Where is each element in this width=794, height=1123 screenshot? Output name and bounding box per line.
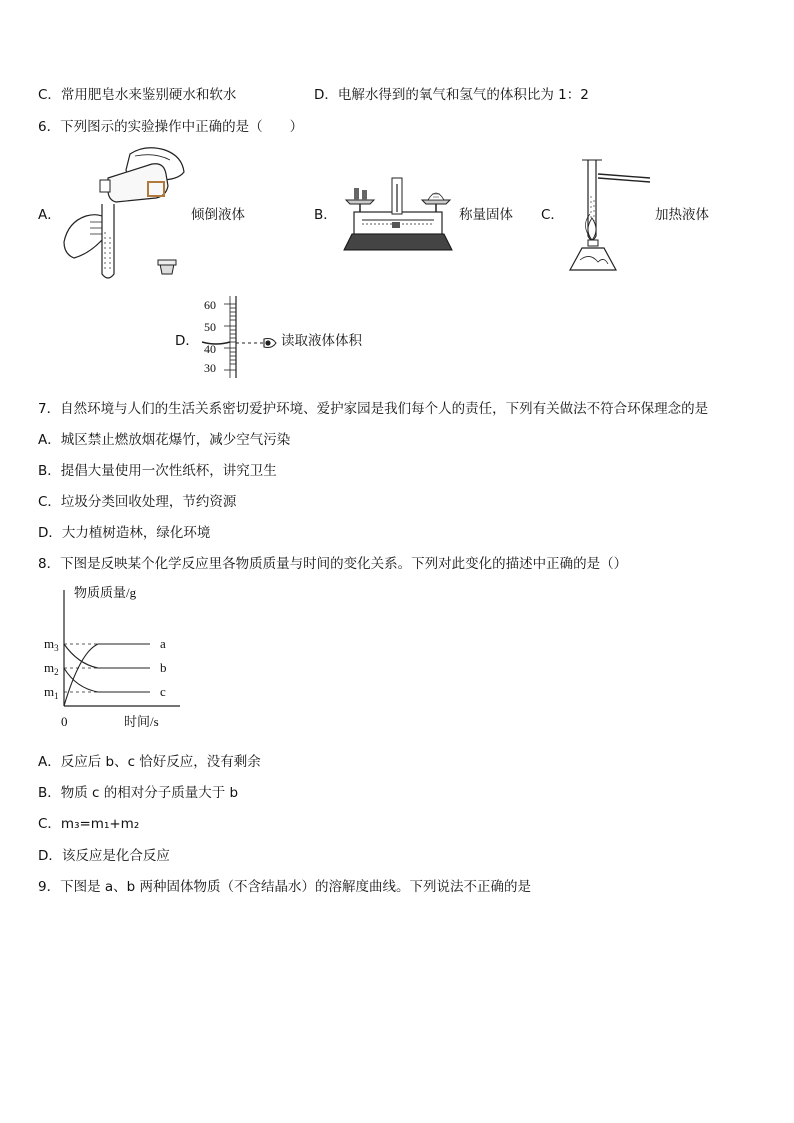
q8-option-d: D．该反应是化合反应 xyxy=(38,848,170,864)
graph-m3-label: $m_3$ xyxy=(44,636,59,653)
q9-stem: 9．下图是 a、b 两种固体物质（不含结晶水）的溶解度曲线。下列说法不正确的是 xyxy=(38,879,532,895)
curve-a-label: a xyxy=(160,636,166,651)
q8-option-b: B．物质 c 的相对分子质量大于 b xyxy=(38,785,239,801)
q7-option-a: A．城区禁止燃放烟花爆竹，减少空气污染 xyxy=(38,432,291,448)
q6-option-d-letter: D． xyxy=(175,333,199,349)
curve-a xyxy=(64,644,150,706)
graph-x-label: 时间/s xyxy=(124,714,159,729)
q5-option-d: D．电解水得到的氧气和氢气的体积比为 1：2 xyxy=(314,87,589,103)
balance-scale-illustration xyxy=(340,172,456,252)
q7-stem: 7．自然环境与人们的生活关系密切爱护环境、爱护家园是我们每个人的责任，下列有关做法不符合环保理念的是 xyxy=(38,401,709,417)
q7-option-c: C．垃圾分类回收处理，节约资源 xyxy=(38,494,237,510)
curve-b xyxy=(64,644,150,668)
heating-liquid-illustration xyxy=(560,156,656,274)
graph-y-label: 物质质量/g xyxy=(74,585,137,600)
graduated-cylinder-illustration xyxy=(196,294,282,380)
q6-option-d-caption: 读取液体体积 xyxy=(281,333,362,349)
pouring-liquid-illustration xyxy=(60,142,190,282)
q6-option-b-letter: B． xyxy=(314,207,337,223)
graph-m2-label: $m_2$ xyxy=(44,660,59,677)
q6-option-a-caption: 倾倒液体 xyxy=(191,207,245,223)
q6-option-b-caption: 称量固体 xyxy=(459,207,513,223)
cylinder-tick-30: 30 xyxy=(204,361,216,375)
graph-m1-label: $m_1$ xyxy=(44,684,59,701)
q8-option-c: C．m₃=m₁+m₂ xyxy=(38,816,140,832)
q6-option-a-letter: A． xyxy=(38,207,61,223)
q8-stem: 8．下图是反映某个化学反应里各物质质量与时间的变化关系。下列对此变化的描述中正确的是（） xyxy=(38,556,628,572)
q5-option-c: C．常用肥皂水来鉴别硬水和软水 xyxy=(38,87,237,103)
q6-stem: 6．下列图示的实验操作中正确的是（ ） xyxy=(38,119,304,135)
q7-option-b: B．提倡大量使用一次性纸杯，讲究卫生 xyxy=(38,463,277,479)
graph-origin: 0 xyxy=(61,714,68,729)
mass-time-graph xyxy=(40,580,190,730)
q6-option-c-caption: 加热液体 xyxy=(655,207,709,223)
cylinder-tick-40: 40 xyxy=(204,342,216,356)
cylinder-tick-60: 60 xyxy=(204,298,216,312)
cylinder-tick-50: 50 xyxy=(204,320,216,334)
q7-option-d: D．大力植树造林，绿化环境 xyxy=(38,525,211,541)
q8-option-a: A．反应后 b、c 恰好反应，没有剩余 xyxy=(38,754,261,770)
curve-b-label: b xyxy=(160,660,167,675)
curve-c-label: c xyxy=(160,684,166,699)
q6-option-c-letter: C． xyxy=(541,207,564,223)
